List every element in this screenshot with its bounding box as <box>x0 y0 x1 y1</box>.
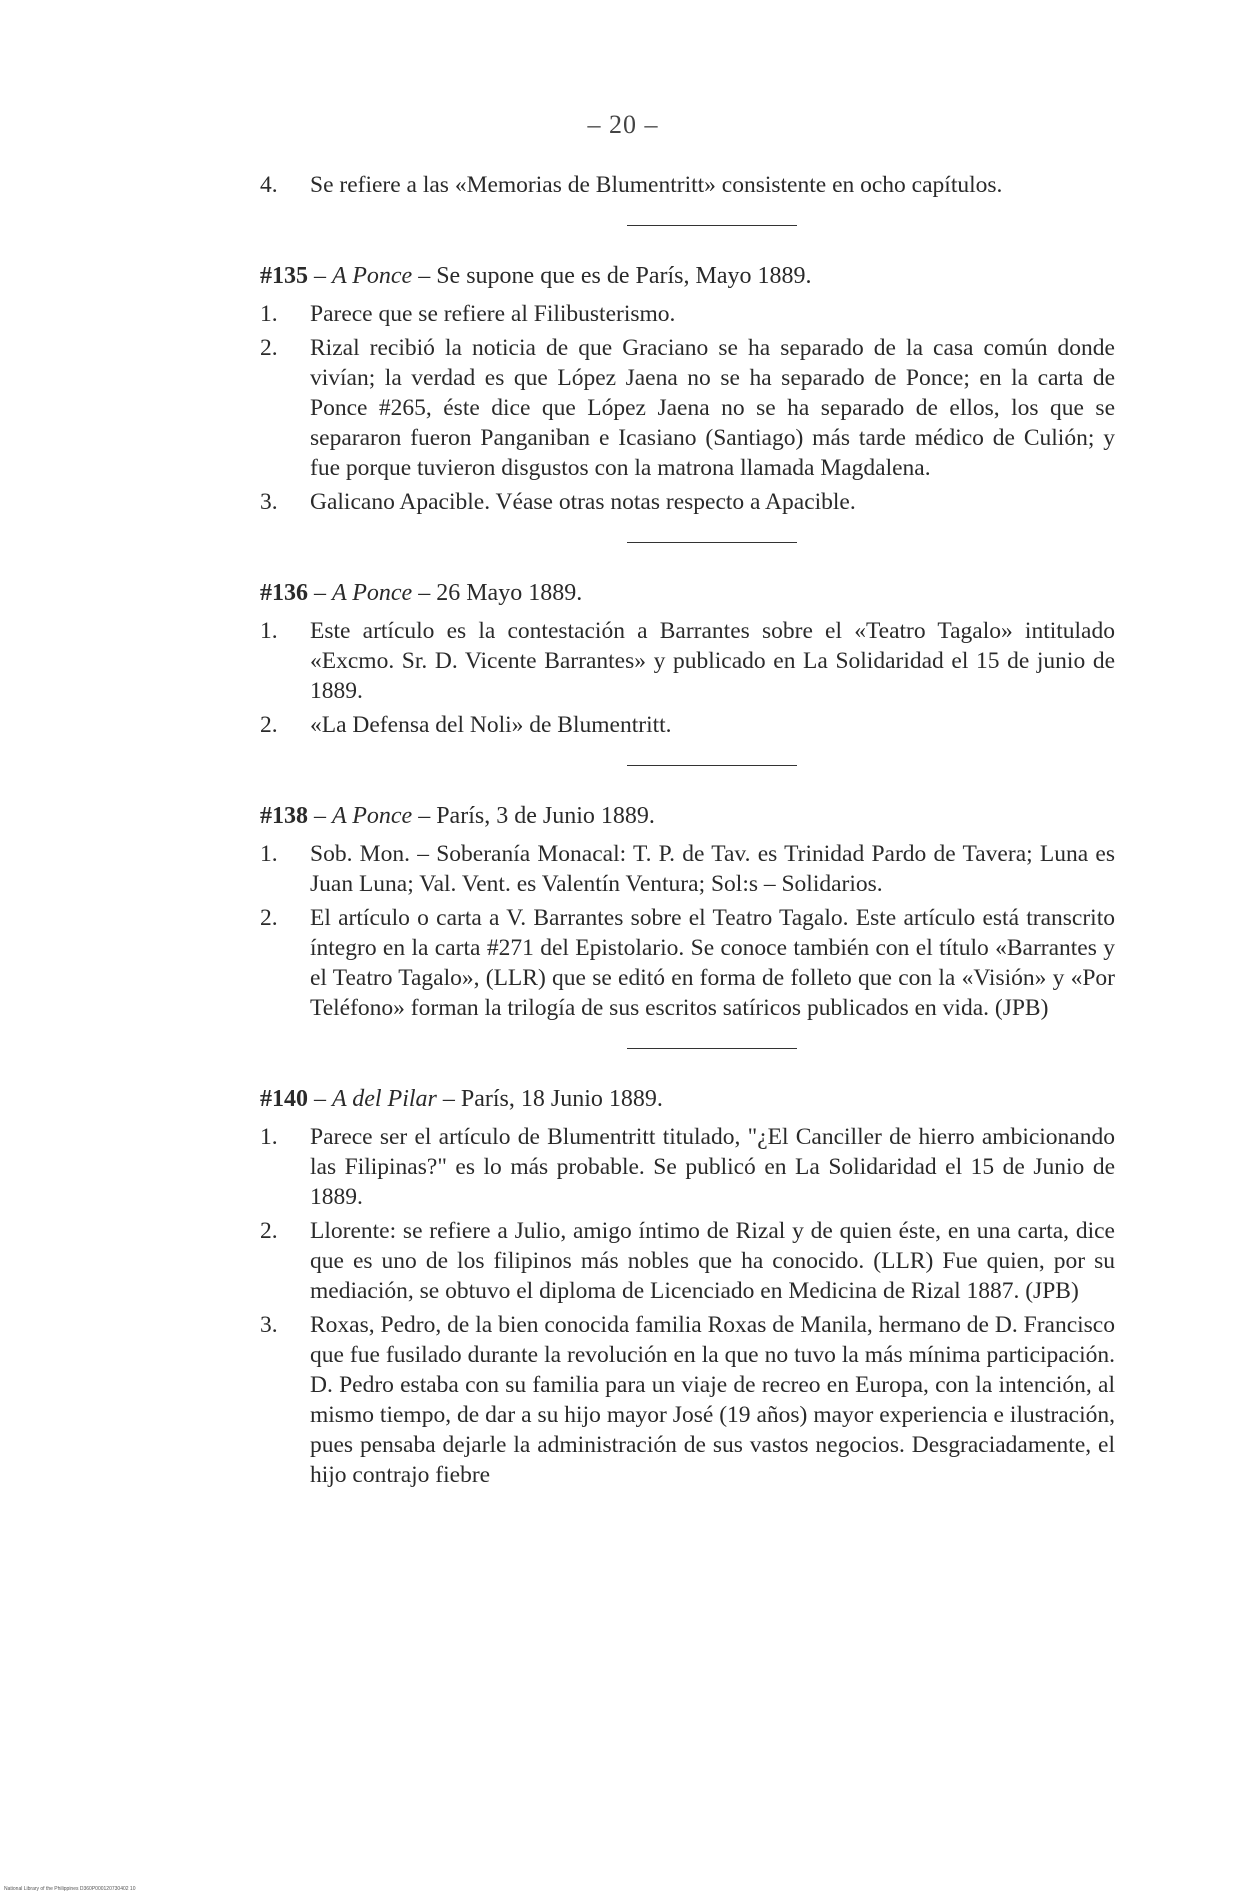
note-item: 2. Llorente: se refiere a Julio, amigo íntimo de Rizal y de quien éste, en una carta, dice que es uno de los filipinos más nobles que ha conocido. (LLR) Fue quien, por su mediación, se obtuvo el diploma de Licenciado en Medicina de Rizal 1887. (JPB) <box>260 1218 1115 1304</box>
note-item: 2. Rizal recibió la noticia de que Graciano se ha separado de la casa común donde vivían; la verdad es que López Jaena no se ha separado de Ponce; en la carta de Ponce #265, éste dice que López Jaena no se ha separado de ellos, los que se separaron fueron Panganiban e Icasiano (Santiago) más tarde médico de Culión; y fue porque tuvieron disgustos con la matrona llamada Magdalena. <box>260 335 1115 481</box>
entry-heading: #138 – A Ponce – París, 3 de Junio 1889. <box>260 803 655 829</box>
note-item: 1. Parece que se refiere al Filibusterismo. <box>260 299 1115 329</box>
entry-id: #138 <box>260 803 308 829</box>
note-text: Roxas, Pedro, de la bien conocida familia Roxas de Manila, hermano de D. Francisco que fue fusilado durante la revolución en la que no tuvo la más mínima participación. D. Pedro estaba con su familia para un viaje de recreo en Europa, con la intención, al mismo tiempo, de dar a su hijo mayor José (19 años) mayor experiencia e ilustración, pues pensaba dejarle la administración de sus vastos negocios. Desgraciadamente, el hijo contrajo fiebre <box>310 1312 1115 1488</box>
note-text: Llorente: se refiere a Julio, amigo íntimo de Rizal y de quien éste, en una carta, dice que es uno de los filipinos más nobles que ha conocido. (LLR) Fue quien, por su mediación, se obtuvo el diploma de Licenciado en Medicina de Rizal 1887. (JPB) <box>310 1218 1115 1304</box>
entry-heading: #140 – A del Pilar – París, 18 Junio 1889. <box>260 1086 663 1112</box>
page-number: – 20 – <box>587 110 659 139</box>
entry-recipient: A del Pilar <box>332 1086 437 1112</box>
entry-recipient: A Ponce <box>332 263 413 289</box>
note-item: 2. «La Defensa del Noli» de Blumentritt. <box>260 710 1115 740</box>
entry-recipient: A Ponce <box>332 803 413 829</box>
entry-date: – 26 Mayo 1889. <box>418 580 583 606</box>
archive-footer: National Library of the Philippines D360P000120730402 10 <box>4 1886 136 1892</box>
note-item: 3. Roxas, Pedro, de la bien conocida familia Roxas de Manila, hermano de D. Francisco que fue fusilado durante la revolución en la que no tuvo la más mínima participación. D. Pedro estaba con su familia para un viaje de recreo en Europa, con la intención, al mismo tiempo, de dar a su hijo mayor José (19 años) mayor experiencia e ilustración, pues pensaba dejarle la administración de sus vastos negocios. Desgraciadamente, el hijo contrajo fiebre <box>260 1312 1115 1488</box>
note-text: Rizal recibió la noticia de que Graciano se ha separado de la casa común donde vivían; la verdad es que López Jaena no se ha separado de Ponce; en la carta de Ponce #265, éste dice que López Jaena no se ha separado de ellos, los que se separaron fueron Panganiban e Icasiano (Santiago) más tarde médico de Culión; y fue porque tuvieron disgustos con la matrona llamada Magdalena. <box>310 335 1115 481</box>
entry-138 <box>260 801 1115 1023</box>
entry-id: #135 <box>260 263 308 289</box>
note-text: El artículo o carta a V. Barrantes sobre el Teatro Tagalo. Este artículo está transcrito íntegro en la carta #271 del Epistolario. Se conoce también con el título «Barrantes y el Teatro Tagalo», (LLR) que se editó en forma de folleto que con la «Visión» y «Por Teléfono» forman la trilogía de sus escritos satíricos publicados en vida. (JPB) <box>310 905 1115 1021</box>
note-item: 1. Sob. Mon. – Soberanía Monacal: T. P. de Tav. es Trinidad Pardo de Tavera; Luna es Juan Luna; Val. Vent. es Valentín Ventura; Sol:s – Solidarios. <box>260 841 1115 897</box>
note-text: Sob. Mon. – Soberanía Monacal: T. P. de Tav. es Trinidad Pardo de Tavera; Luna es Juan Luna; Val. Vent. es Valentín Ventura; Sol:s – Solidarios. <box>310 841 1115 897</box>
entry-135 <box>260 261 1115 517</box>
note-item: 1. Parece ser el artículo de Blumentritt titulado, "¿El Canciller de hierro ambicionando las Filipinas?" es lo más probable. Se publicó en La Solidaridad el 15 de Junio de 1889. <box>260 1124 1115 1210</box>
entry-heading: #136 – A Ponce – 26 Mayo 1889. <box>260 580 583 606</box>
separator-rule <box>627 765 797 766</box>
entry-id: #136 <box>260 580 308 606</box>
entry-date: – Se supone que es de París, Mayo 1889. <box>418 263 812 289</box>
entry-date: – París, 3 de Junio 1889. <box>418 803 655 829</box>
note-text: Se refiere a las «Memorias de Blumentritt» consistente en ocho capítulos. <box>310 172 1003 198</box>
note-text: Parece que se refiere al Filibusterismo. <box>310 301 676 327</box>
note-text: Este artículo es la contestación a Barrantes sobre el «Teatro Tagalo» intitulado «Excmo. Sr. D. Vicente Barrantes» y publicado en La Solidaridad el 15 de junio de 1889. <box>310 618 1115 704</box>
separator-rule <box>627 225 797 226</box>
entry-140 <box>260 1084 1115 1490</box>
entry-date: – París, 18 Junio 1889. <box>442 1086 663 1112</box>
note-text: «La Defensa del Noli» de Blumentritt. <box>310 712 672 738</box>
note-item: 2. El artículo o carta a V. Barrantes sobre el Teatro Tagalo. Este artículo está transcrito íntegro en la carta #271 del Epistolario. Se conoce también con el título «Barrantes y el Teatro Tagalo», (LLR) que se editó en forma de folleto que con la «Visión» y «Por Teléfono» forman la trilogía de sus escritos satíricos publicados en vida. (JPB) <box>260 905 1115 1021</box>
entry-heading: #135 – A Ponce – Se supone que es de París, Mayo 1889. <box>260 263 812 289</box>
entry-136 <box>260 578 1115 740</box>
entry-recipient: A Ponce <box>332 580 413 606</box>
note-text: Parece ser el artículo de Blumentritt titulado, "¿El Canciller de hierro ambicionando las Filipinas?" es lo más probable. Se publicó en La Solidaridad el 15 de Junio de 1889. <box>310 1124 1115 1210</box>
note-text: Galicano Apacible. Véase otras notas respecto a Apacible. <box>310 489 856 515</box>
note-number: 4. <box>260 172 278 198</box>
separator-rule <box>627 542 797 543</box>
document-body <box>260 170 1115 1490</box>
note-item: 3. Galicano Apacible. Véase otras notas respecto a Apacible. <box>260 487 1115 517</box>
entry-id: #140 <box>260 1086 308 1112</box>
intro-note <box>260 170 1115 200</box>
note-item: 1. Este artículo es la contestación a Barrantes sobre el «Teatro Tagalo» intitulado «Excmo. Sr. D. Vicente Barrantes» y publicado en La Solidaridad el 15 de junio de 1889. <box>260 618 1115 704</box>
separator-rule <box>627 1048 797 1049</box>
